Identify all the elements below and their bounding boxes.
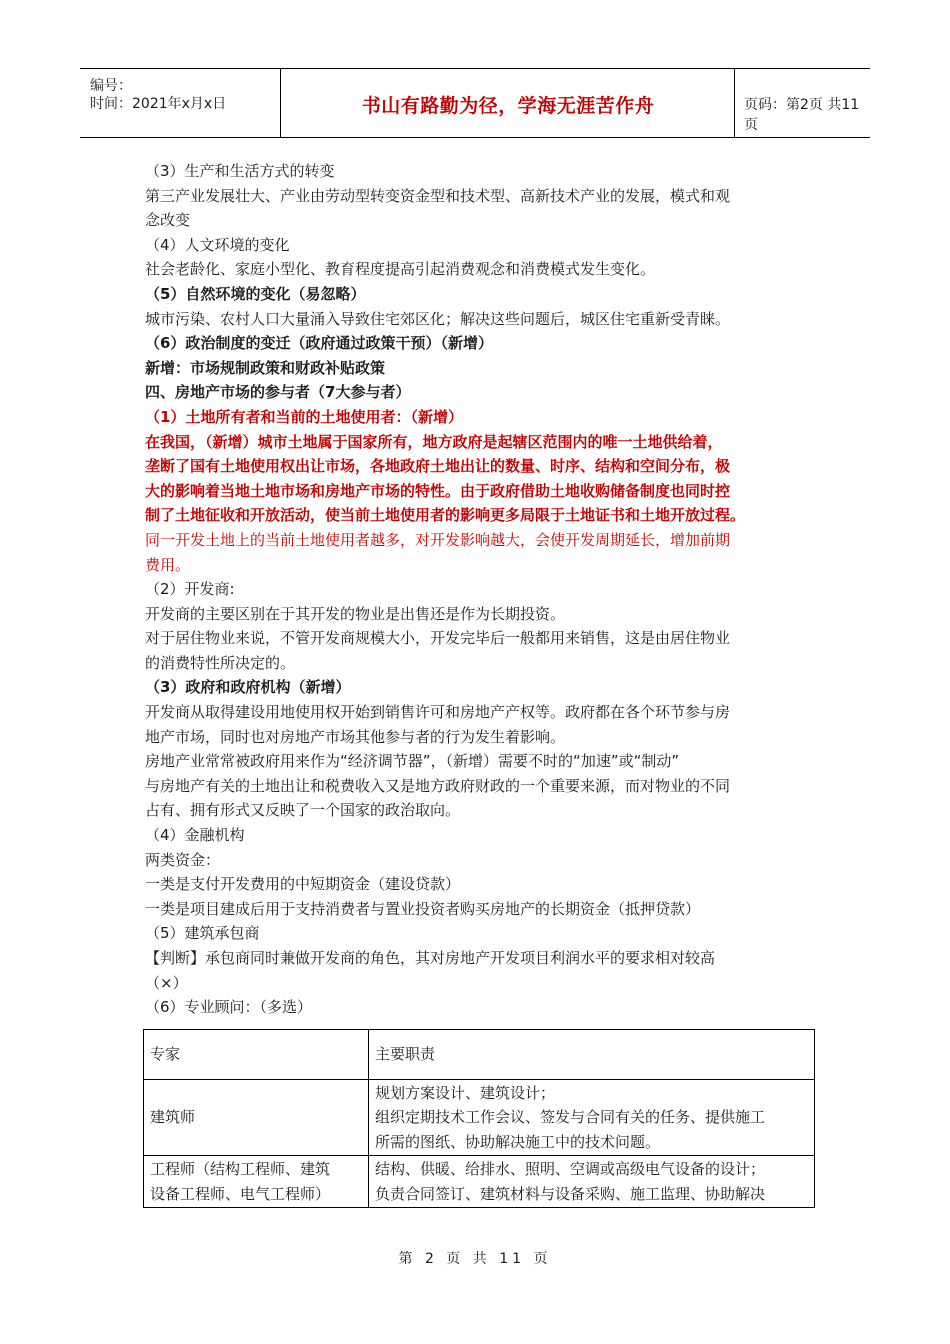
- text-line: （2）开发商:: [145, 580, 235, 599]
- header-motto-cell: [282, 69, 735, 137]
- table-cell-duties: [369, 1156, 815, 1208]
- header-motto: 书山有路勤为径，学海无涯苦作舟: [361, 95, 655, 117]
- text-line: （3）生产和生活方式的转变: [145, 162, 335, 180]
- consultant-table: [143, 1029, 815, 1208]
- text-line: 费用。: [145, 555, 191, 574]
- table-row: [144, 1156, 815, 1208]
- body-text: [145, 159, 815, 1020]
- text-line: 新增：市场规制政策和财政补贴政策: [145, 358, 386, 377]
- table-header-row: [144, 1030, 815, 1080]
- text-line: （6）专业顾问：（多选）: [145, 998, 313, 1017]
- text-line: 占有、拥有形式又反映了一个国家的政治取向。: [145, 801, 461, 820]
- text-line: （1）土地所有者和当前的土地使用者：（新增）: [145, 407, 463, 426]
- header-number-label: 编号：: [90, 78, 132, 94]
- cell-line: 工程师（结构工程师、建筑: [150, 1159, 331, 1178]
- text-line: （4）人文环境的变化: [145, 235, 290, 254]
- text-line: 念改变: [145, 211, 191, 230]
- cell-line: 规划方案设计、建筑设计；: [375, 1083, 556, 1102]
- section-heading: 四、房地产市场的参与者（7大参与者）: [145, 383, 411, 402]
- header-meta-cell: [80, 69, 281, 137]
- table-header-cell: 主要职责: [369, 1030, 815, 1080]
- header-page-label: 页码：第2页 共11页: [744, 97, 860, 133]
- text-line: （×）: [145, 973, 188, 992]
- text-line: 地产市场，同时也对房地产市场其他参与者的行为发生着影响。: [145, 727, 566, 746]
- text-line: （6）政治制度的变迁（政府通过政策干预）（新增）: [145, 334, 493, 353]
- table-cell-expert: [144, 1080, 369, 1156]
- cell-line: 结构、供暖、给排水、照明、空调或高级电气设备的设计；: [375, 1159, 766, 1178]
- text-line: （4）金融机构: [145, 826, 245, 845]
- text-line: 社会老龄化、家庭小型化、教育程度提高引起消费观念和消费模式发生变化。: [145, 260, 656, 279]
- text-line: 房地产业常常被政府用来作为“经济调节器”，（新增）需要不时的“加速”或“制动”: [145, 752, 680, 771]
- text-line: 在我国，（新增）城市土地属于国家所有，地方政府是起辖区范围内的唯一土地供给着，: [145, 432, 723, 451]
- text-line: 与房地产有关的土地出让和税费收入又是地方政府财政的一个重要来源，而对物业的不同: [145, 776, 731, 795]
- text-line: （5）自然环境的变化（易忽略）: [145, 284, 366, 303]
- text-line: 两类资金：: [145, 850, 221, 869]
- text-line: 【判断】承包商同时兼做开发商的角色，其对房地产开发项目利润水平的要求相对较高: [145, 949, 716, 967]
- text-line: 对于居住物业来说，不管开发商规模大小，开发完毕后一般都用来销售，这是由居住物业: [145, 629, 731, 648]
- cell-line: 建筑师: [150, 1108, 196, 1127]
- text-line: 城市污染、农村人口大量涌入导致住宅郊区化；解决这些问题后，城区住宅重新受青睐。: [145, 309, 731, 328]
- cell-line: 所需的图纸、协助解决施工中的技术问题。: [375, 1132, 661, 1151]
- text-line: 的消费特性所决定的。: [145, 653, 296, 672]
- text-line: 第三产业发展壮大、产业由劳动型转变资金型和技术型、高新技术产业的发展，模式和观: [145, 186, 731, 205]
- table-header-cell: 专家: [144, 1030, 369, 1080]
- text-line: 一类是支付开发费用的中短期资金（建设贷款）: [145, 875, 461, 894]
- header-date-label: 时间：2021年x月x日: [90, 96, 227, 112]
- page-footer: 第 2 页 共 11 页: [398, 1251, 552, 1267]
- text-line: （3）政府和政府机构（新增）: [145, 678, 351, 697]
- cell-line: 负责合同签订、建筑材料与设备采购、施工监理、协助解决: [375, 1184, 766, 1203]
- text-line: （5）建筑承包商: [145, 924, 260, 943]
- text-line: 一类是项目建成后用于支持消费者与置业投资者购买房地产的长期资金（抵押贷款）: [145, 899, 701, 918]
- header-page-cell: [736, 69, 870, 137]
- table-cell-expert: [144, 1156, 369, 1208]
- text-line: 大的影响着当地土地市场和房地产市场的特性。由于政府借助土地收购储备制度也同时控: [145, 481, 731, 500]
- cell-line: 组织定期技术工作会议、签发与合同有关的任务、提供施工: [375, 1108, 766, 1127]
- text-line: 垄断了国有土地使用权出让市场，各地政府土地出让的数量、时序、结构和空间分布，极: [145, 457, 731, 476]
- text-line: 开发商的主要区别在于其开发的物业是出售还是作为长期投资。: [145, 604, 566, 623]
- cell-line: 设备工程师、电气工程师）: [150, 1184, 331, 1203]
- text-line: 同一开发土地上的当前土地使用者越多，对开发影响越大，会使开发周期延长，增加前期: [145, 530, 731, 549]
- table-cell-duties: [369, 1080, 815, 1156]
- text-line: 开发商从取得建设用地使用权开始到销售许可和房地产产权等。政府都在各个环节参与房: [145, 703, 731, 722]
- page-header: [80, 68, 870, 138]
- text-line: 制了土地征收和开放活动，使当前土地使用者的影响更多局限于土地证书和土地开放过程。: [145, 506, 746, 525]
- table-row: [144, 1080, 815, 1156]
